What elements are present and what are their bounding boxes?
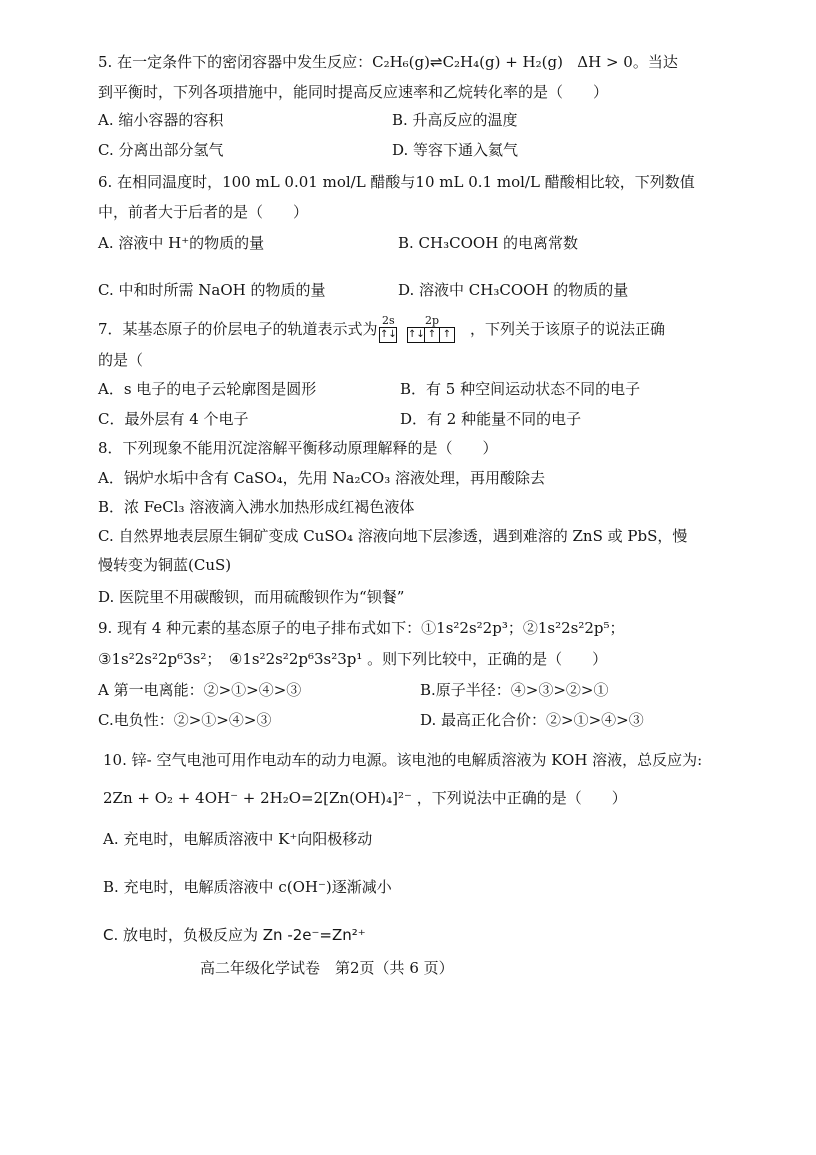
q8-option-c[interactable]: C. 自然界地表层原生铜矿变成 CuSO₄ 溶液向地下层渗透，遇到难溶的 ZnS 或 PbS，慢 [98, 527, 688, 545]
q7-orbital-label-2p: 2p [425, 314, 440, 327]
q9-option-c[interactable]: C.电负性：②>①>④>③ [98, 711, 272, 729]
q7-orbital-2p-cell: ↑↓ [408, 329, 425, 340]
q5-eq-dh: ΔH > 0 [577, 53, 633, 71]
q5-option-b[interactable]: B. 升高反应的温度 [392, 111, 518, 129]
page-footer: 高二年级化学试卷 第2页（共 6 页） [200, 959, 454, 977]
q10-stem-line1: 10. 锌- 空气电池可用作电动车的动力电源。该电池的电解质溶液为 KOH 溶液，总反应为: [103, 751, 703, 769]
q7-option-a[interactable]: A．s 电子的电子云轮廓图是圆形 [98, 380, 317, 398]
q7-orbital-2p-box [407, 327, 455, 343]
q6-option-b[interactable]: B. CH₃COOH 的电离常数 [398, 234, 579, 252]
q5-option-d[interactable]: D. 等容下通入氦气 [392, 141, 519, 159]
q10-option-c[interactable]: C. 放电时，负极反应为 Zn -2e⁻=Zn²⁺ [103, 926, 366, 944]
q5-stem-text: 5. 在一定条件下的密闭容器中发生反应： [98, 53, 373, 71]
q7-stem-line2: 的是（ [98, 351, 144, 369]
q6-option-c[interactable]: C. 中和时所需 NaOH 的物质的量 [98, 281, 326, 299]
q8-option-a[interactable]: A．锅炉水垢中含有 CaSO₄，先用 Na₂CO₃ 溶液处理，再用酸除去 [98, 469, 546, 487]
q9-stem-line1: 9. 现有 4 种元素的基态原子的电子排布式如下：①1s²2s²2p³；②1s²2s²2p⁵； [98, 619, 625, 637]
q5-eq-products: C₂H₄(g) + H₂(g) [442, 53, 563, 71]
q7-option-c[interactable]: C．最外层有 4 个电子 [98, 410, 249, 428]
q6-stem-line1: 6. 在相同温度时，100 mL 0.01 mol/L 醋酸与10 mL 0.1 mol/L 醋酸相比较，下列数值 [98, 173, 695, 191]
q5-eq-reactant: C₂H₆(g) [372, 53, 430, 71]
q7-orbital-2p-cell: ↑ [442, 329, 452, 340]
q5-stem-tail: 。当达 [632, 53, 678, 71]
q6-option-a[interactable]: A. 溶液中 H⁺的物质的量 [98, 234, 265, 252]
q7-option-d[interactable]: D．有 2 种能量不同的电子 [400, 410, 582, 428]
q5-option-a[interactable]: A. 缩小容器的容积 [98, 111, 224, 129]
q8-option-c-cont: 慢转变为铜蓝(CuS) [98, 556, 232, 574]
q10-option-b[interactable]: B. 充电时，电解质溶液中 c(OH⁻)逐渐减小 [103, 878, 392, 896]
q5-stem-line1 [98, 52, 678, 72]
q7-orbital-diagram [379, 315, 465, 345]
q7-stem-pre: 7．某基态原子的价层电子的轨道表示式为 [98, 320, 378, 338]
q9-option-a[interactable]: A 第一电离能：②>①>④>③ [98, 681, 302, 699]
q6-option-d[interactable]: D. 溶液中 CH₃COOH 的物质的量 [398, 281, 629, 299]
q8-option-d[interactable]: D. 医院里不用碳酸钡，而用硫酸钡作为“钡餐” [98, 588, 405, 606]
q9-stem-line2: ③1s²2s²2p⁶3s²； ④1s²2s²2p⁶3s²3p¹ 。则下列比较中，正确的是（ ） [98, 650, 608, 668]
q5-stem-line2: 到平衡时，下列各项措施中，能同时提高反应速率和乙烷转化率的是（ ） [98, 83, 609, 101]
q7-option-b[interactable]: B．有 5 种空间运动状态不同的电子 [400, 380, 641, 398]
q9-option-d[interactable]: D. 最高正化合价：②>①>④>③ [420, 711, 644, 729]
q7-orbital-2p-cell: ↑ [425, 328, 440, 342]
q8-stem: 8．下列现象不能用沉淀溶解平衡移动原理解释的是（ ） [98, 439, 498, 457]
q8-option-b[interactable]: B．浓 FeCl₃ 溶液滴入沸水加热形成红褐色液体 [98, 498, 415, 516]
q10-option-a[interactable]: A. 充电时，电解质溶液中 K⁺向阳极移动 [103, 830, 373, 848]
q7-stem-post: ，下列关于该原子的说法正确 [470, 320, 666, 338]
q6-stem-line2: 中，前者大于后者的是（ ） [98, 203, 309, 221]
q5-option-c[interactable]: C. 分离出部分氢气 [98, 141, 224, 159]
q10-stem-line2: 2Zn + O₂ + 4OH⁻ + 2H₂O=2[Zn(OH)₄]²⁻ ，下列说法中正确的是（ ） [103, 789, 627, 807]
q7-orbital-label-2s: 2s [382, 314, 395, 327]
q5-eq-arrow: ⇌ [429, 53, 443, 71]
q9-option-b[interactable]: B.原子半径：④>③>②>① [420, 681, 609, 699]
q7-orbital-2s-cell: ↑↓ [380, 329, 397, 340]
q7-orbital-2s-box [379, 327, 397, 343]
